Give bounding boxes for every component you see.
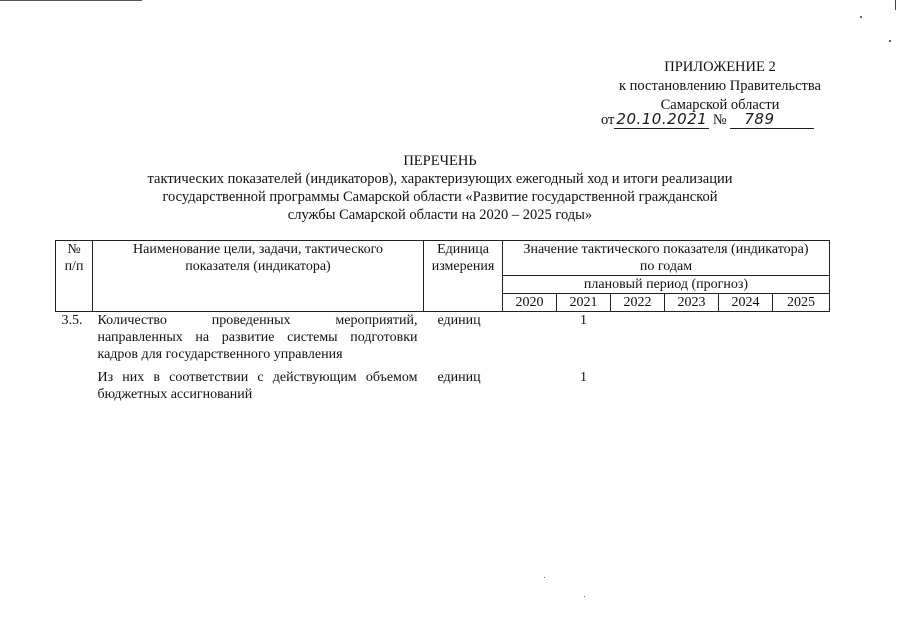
header-year-2020: 2020 xyxy=(503,294,557,312)
header-values xyxy=(503,241,830,276)
header-unit-line-2: измерения xyxy=(431,259,495,274)
appendix-block xyxy=(560,58,880,115)
header-number xyxy=(56,241,93,312)
row-value-2021: 1 xyxy=(580,370,587,385)
row-number: 3.5. xyxy=(61,313,83,328)
table-row xyxy=(56,369,830,403)
handwritten-number: 789 xyxy=(730,110,814,129)
row-value-2022 xyxy=(611,369,665,403)
header-unit xyxy=(424,241,503,312)
header-year-2025: 2025 xyxy=(773,294,830,312)
appendix-line-2: Самарской области xyxy=(660,97,780,113)
heading-title: ПЕРЕЧЕНЬ xyxy=(403,153,477,169)
row-value-2022 xyxy=(611,312,665,364)
indicators-table xyxy=(55,240,830,403)
scan-speck xyxy=(584,596,585,597)
row-unit: единиц xyxy=(437,313,481,328)
scan-speck xyxy=(860,16,862,18)
table-row xyxy=(56,312,830,364)
header-period: плановый период (прогноз) xyxy=(503,276,830,294)
scan-speck xyxy=(889,40,891,42)
handwritten-date: 20.10.2021 xyxy=(616,110,708,128)
number-prefix: № xyxy=(712,112,727,128)
header-year-2022: 2022 xyxy=(611,294,665,312)
header-values-line-2: по годам xyxy=(639,259,693,274)
header-values-line-1: Значение тактического показателя (индикатора) xyxy=(523,242,809,257)
row-value-2024 xyxy=(719,312,773,364)
date-prefix: от xyxy=(601,112,615,128)
header-name-line-2: показателя (индикатора) xyxy=(185,259,331,274)
row-value-2025 xyxy=(773,312,830,364)
document-heading xyxy=(90,152,790,224)
header-year-2021: 2021 xyxy=(557,294,611,312)
header-year-2023: 2023 xyxy=(665,294,719,312)
row-name: Из них в соответствии с действующим объемом бюджетных ассигнований xyxy=(97,370,418,402)
row-value-2025 xyxy=(773,369,830,403)
row-unit: единиц xyxy=(437,370,481,385)
heading-line-1: тактических показателей (индикаторов), характеризующих ежегодный ход и итоги реализации xyxy=(147,171,733,187)
header-number-line-2: п/п xyxy=(64,259,84,274)
row-name: Количество проведенных мероприятий, направленных на развитие системы подготовки кадров для государственного управления xyxy=(97,313,418,362)
decree-date-line xyxy=(601,110,814,130)
scan-edge-mark xyxy=(895,0,896,10)
row-value-2023 xyxy=(665,369,719,403)
row-value-2020 xyxy=(503,312,557,364)
header-number-line-1: № xyxy=(67,242,81,257)
row-value-2024 xyxy=(719,369,773,403)
scan-speck xyxy=(544,577,545,578)
row-value-2021: 1 xyxy=(580,313,587,328)
header-name-line-1: Наименование цели, задачи, тактического xyxy=(133,242,383,257)
heading-line-3: службы Самарской области на 2020 – 2025 годы» xyxy=(287,207,593,223)
appendix-title: ПРИЛОЖЕНИЕ 2 xyxy=(664,59,776,75)
scan-edge-line xyxy=(0,0,142,1)
header-year-2024: 2024 xyxy=(719,294,773,312)
appendix-line-1: к постановлению Правительства xyxy=(619,78,821,94)
heading-line-2: государственной программы Самарской области «Развитие государственной гражданской xyxy=(162,189,718,205)
row-number xyxy=(56,369,93,403)
header-unit-line-1: Единица xyxy=(437,242,489,257)
header-name xyxy=(93,241,424,312)
row-value-2020 xyxy=(503,369,557,403)
row-value-2023 xyxy=(665,312,719,364)
